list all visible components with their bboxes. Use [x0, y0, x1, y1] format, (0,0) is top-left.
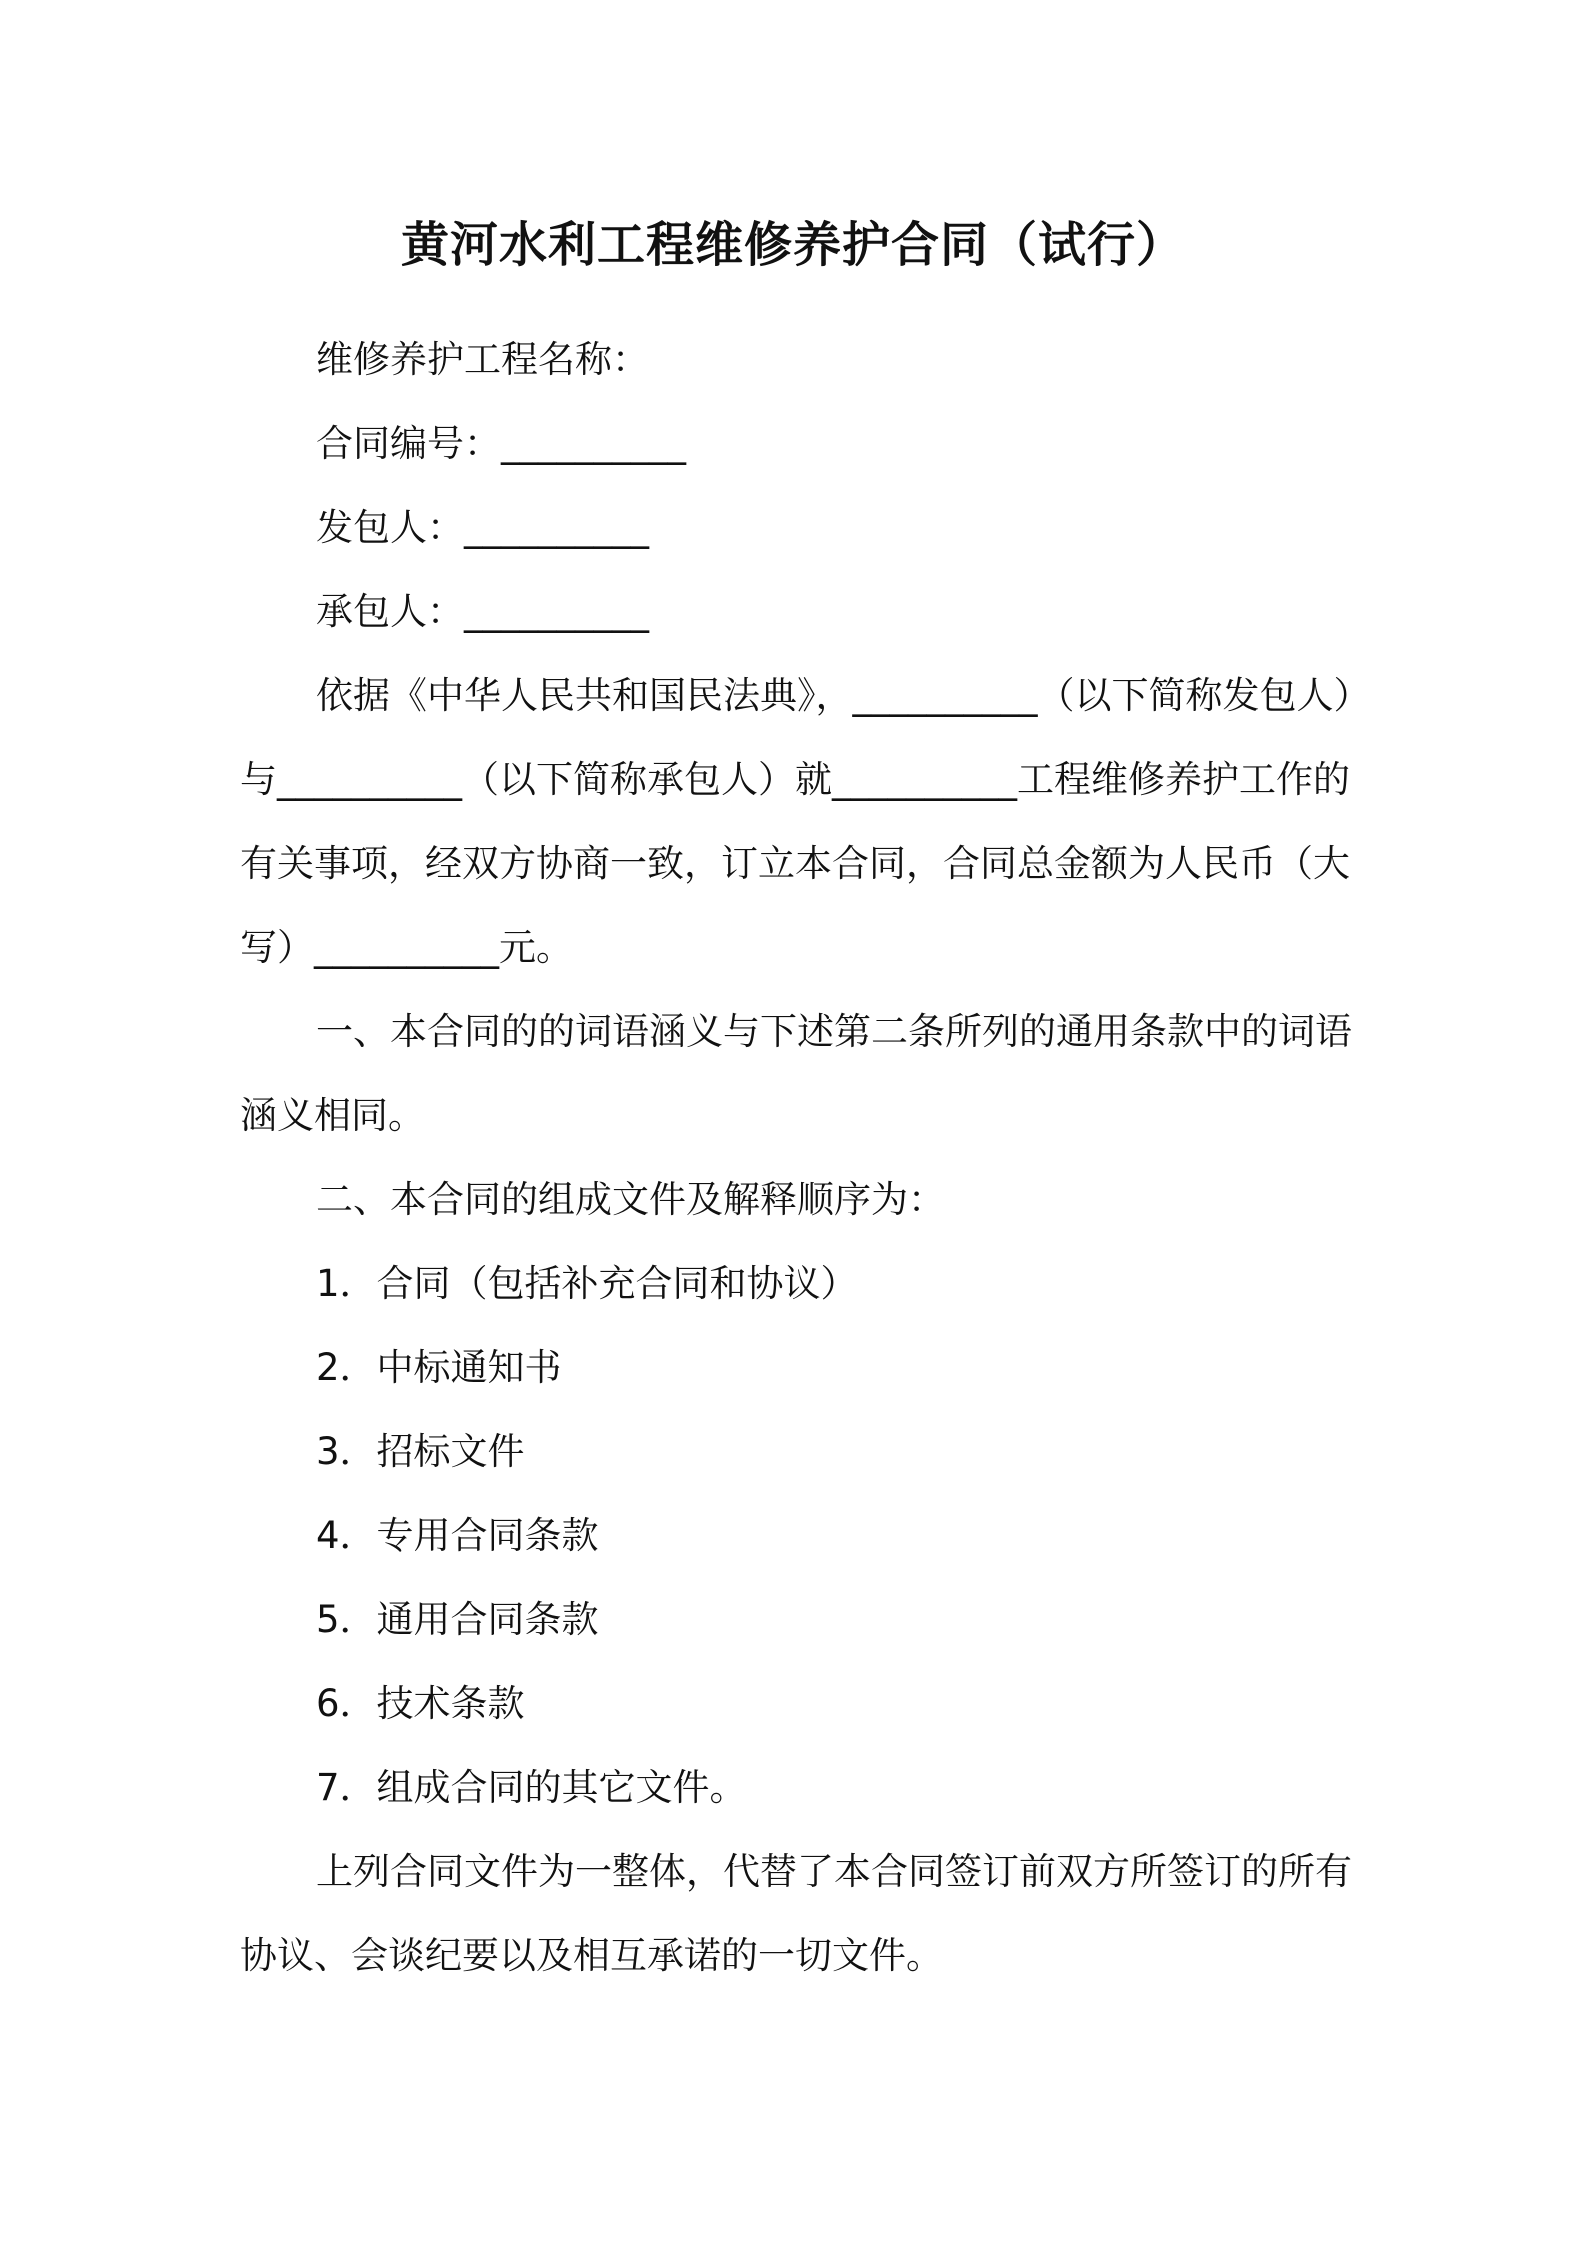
- intro-line: 写）__________元。: [240, 926, 573, 969]
- intro-line: 有关事项，经双方协商一致，订立本合同，合同总金额为人民币（大: [240, 842, 1350, 885]
- list-item: 3．招标文件: [316, 1430, 525, 1473]
- intro-line: 与__________（以下简称承包人）就__________工程维修养护工作的: [240, 758, 1350, 801]
- list-item: 5．通用合同条款: [316, 1598, 599, 1641]
- list-item: 1．合同（包括补充合同和协议）: [316, 1262, 858, 1305]
- document-body: [240, 318, 1371, 1998]
- closing-line: 协议、会谈纪要以及相互承诺的一切文件。: [240, 1934, 943, 1977]
- employer-field: 发包人：__________: [316, 506, 649, 549]
- clause-one-line: 涵义相同。: [240, 1094, 425, 1137]
- clause-two-heading: 二、本合同的组成文件及解释顺序为：: [316, 1178, 945, 1221]
- clause-one-line: 一、本合同的的词语涵义与下述第二条所列的通用条款中的词语: [316, 1010, 1352, 1053]
- contractor-field: 承包人：__________: [316, 590, 649, 633]
- project-name-field: 维修养护工程名称：: [316, 338, 649, 381]
- list-item: 2．中标通知书: [316, 1346, 562, 1389]
- contract-number-field: 合同编号：__________: [316, 422, 686, 465]
- list-item: 7．组成合同的其它文件。: [316, 1766, 747, 1809]
- intro-line: 依据《中华人民共和国民法典》，__________（以下简称发包人）: [316, 674, 1371, 717]
- list-item: 4．专用合同条款: [316, 1514, 599, 1557]
- document-title: 黄河水利工程维修养护合同（试行）: [400, 217, 1185, 273]
- list-item: 6．技术条款: [316, 1682, 525, 1725]
- closing-line: 上列合同文件为一整体，代替了本合同签订前双方所签订的所有: [316, 1850, 1352, 1893]
